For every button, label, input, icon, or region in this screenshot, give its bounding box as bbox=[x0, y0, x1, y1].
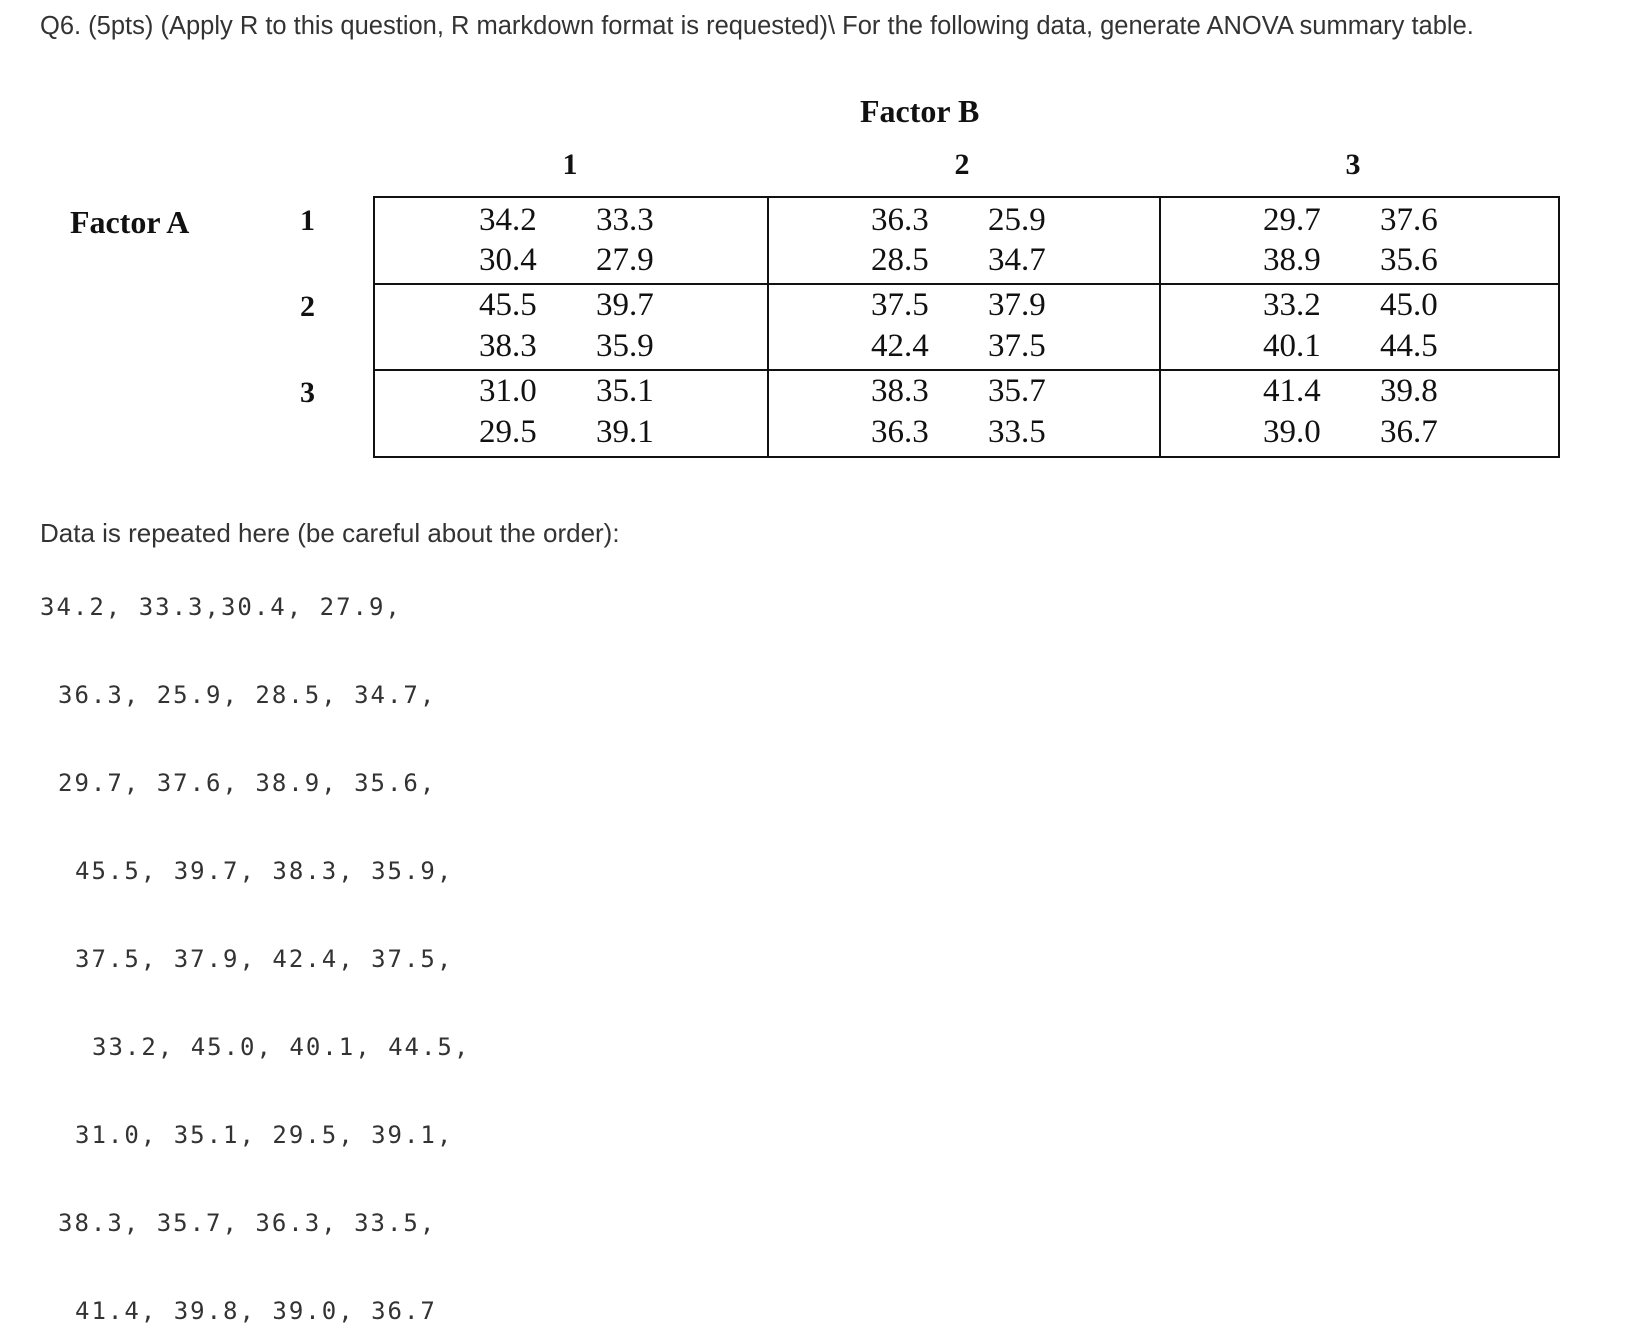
factor-b-level-2: 2 bbox=[954, 148, 970, 181]
column-divider bbox=[767, 198, 769, 456]
column-divider bbox=[1159, 198, 1161, 456]
cell-value: 28.5 bbox=[871, 242, 929, 278]
cell-value: 40.1 bbox=[1263, 328, 1321, 364]
cell-value: 35.7 bbox=[988, 373, 1046, 409]
cell-value: 34.2 bbox=[479, 202, 537, 238]
row-divider bbox=[375, 369, 1558, 371]
cell-value: 45.5 bbox=[479, 287, 537, 323]
data-line: 33.2, 45.0, 40.1, 44.5, bbox=[92, 1033, 471, 1061]
cell-value: 31.0 bbox=[479, 373, 537, 409]
row-divider bbox=[375, 283, 1558, 285]
cell-value: 41.4 bbox=[1263, 373, 1321, 409]
cell-value: 29.7 bbox=[1263, 202, 1321, 238]
cell-value: 39.0 bbox=[1263, 414, 1321, 450]
data-line: 45.5, 39.7, 38.3, 35.9, bbox=[75, 857, 454, 885]
factor-b-level-1: 1 bbox=[562, 148, 578, 181]
data-line: 37.5, 37.9, 42.4, 37.5, bbox=[75, 945, 454, 973]
cell-value: 37.9 bbox=[988, 287, 1046, 323]
factor-b-label: Factor B bbox=[860, 93, 980, 129]
cell-value: 33.2 bbox=[1263, 287, 1321, 323]
factor-a-level-1: 1 bbox=[300, 204, 315, 237]
cell-value: 36.3 bbox=[871, 202, 929, 238]
cell-value: 27.9 bbox=[596, 242, 654, 278]
cell-value: 42.4 bbox=[871, 328, 929, 364]
cell-value: 35.1 bbox=[596, 373, 654, 409]
cell-value: 37.5 bbox=[988, 328, 1046, 364]
cell-value: 45.0 bbox=[1380, 287, 1438, 323]
cell-value: 38.3 bbox=[871, 373, 929, 409]
data-line: 29.7, 37.6, 38.9, 35.6, bbox=[58, 769, 437, 797]
cell-value: 39.7 bbox=[596, 287, 654, 323]
cell-value: 39.1 bbox=[596, 414, 654, 450]
cell-value: 35.9 bbox=[596, 328, 654, 364]
factor-b-level-3: 3 bbox=[1345, 148, 1361, 181]
cell-value: 30.4 bbox=[479, 242, 537, 278]
data-line: 36.3, 25.9, 28.5, 34.7, bbox=[58, 681, 437, 709]
cell-value: 34.7 bbox=[988, 242, 1046, 278]
cell-value: 39.8 bbox=[1380, 373, 1438, 409]
cell-value: 36.7 bbox=[1380, 414, 1438, 450]
cell-value: 35.6 bbox=[1380, 242, 1438, 278]
cell-value: 38.3 bbox=[479, 328, 537, 364]
cell-value: 44.5 bbox=[1380, 328, 1438, 364]
cell-value: 38.9 bbox=[1263, 242, 1321, 278]
cell-value: 33.3 bbox=[596, 202, 654, 238]
cell-value: 25.9 bbox=[988, 202, 1046, 238]
factor-a-level-3: 3 bbox=[300, 376, 315, 409]
data-line: 31.0, 35.1, 29.5, 39.1, bbox=[75, 1121, 454, 1149]
data-repeat-note: Data is repeated here (be careful about the order): bbox=[40, 518, 620, 548]
cell-value: 37.5 bbox=[871, 287, 929, 323]
cell-value: 36.3 bbox=[871, 414, 929, 450]
factor-a-label: Factor A bbox=[70, 204, 190, 240]
cell-value: 37.6 bbox=[1380, 202, 1438, 238]
question-text: Q6. (5pts) (Apply R to this question, R markdown format is requested)\ For the following data, generate ANOVA summary table. bbox=[40, 12, 1474, 40]
factor-a-level-2: 2 bbox=[300, 290, 315, 323]
data-table bbox=[373, 196, 1560, 458]
cell-value: 33.5 bbox=[988, 414, 1046, 450]
data-line: 41.4, 39.8, 39.0, 36.7 bbox=[75, 1297, 437, 1325]
data-line: 34.2, 33.3,30.4, 27.9, bbox=[40, 593, 402, 621]
data-line: 38.3, 35.7, 36.3, 33.5, bbox=[58, 1209, 437, 1237]
cell-value: 29.5 bbox=[479, 414, 537, 450]
